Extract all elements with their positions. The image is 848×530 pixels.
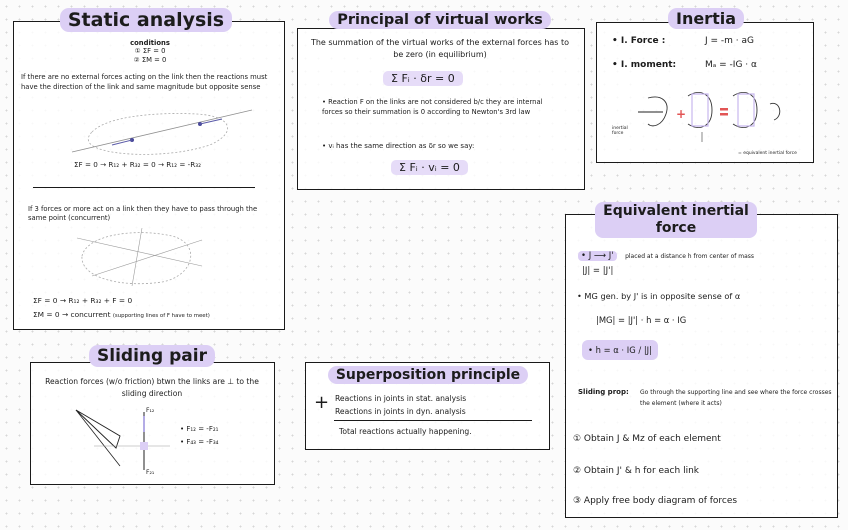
condition-sum-forces: ① ΣF = 0 bbox=[134, 47, 166, 55]
inertia-force-label: • I. Force : bbox=[612, 36, 666, 46]
static-divider bbox=[33, 187, 255, 188]
virtual-works-equation: Σ Fᵢ · δr = 0 bbox=[383, 71, 463, 86]
static-analysis-title: Static analysis bbox=[46, 11, 246, 30]
sliding-pair-title: Sliding pair bbox=[72, 348, 232, 365]
inertia-diagram-right-label: = equivalent inertial force bbox=[738, 151, 797, 156]
static-equation-sum-forces: ΣF = 0 → R₁₂ + R₃₂ + F = 0 bbox=[33, 296, 133, 305]
equivalent-magnitude-equality: |J| = |J'| bbox=[582, 266, 614, 276]
superposition-plus: + bbox=[314, 392, 330, 413]
sliding-prop-label: Sliding prop: bbox=[578, 388, 629, 396]
superposition-title: Superposition principle bbox=[308, 368, 548, 382]
equivalent-inertial-title bbox=[578, 202, 774, 238]
static-title-rule bbox=[13, 21, 43, 22]
inertia-moment-equation: Mₐ = -IG · α bbox=[705, 60, 757, 70]
sliding-equation-1: • F₁₂ = -F₂₁ bbox=[180, 425, 219, 433]
sliding-pair-description: Reaction forces (w/o friction) btwn the links are ⊥ to the sliding direction bbox=[45, 377, 259, 398]
equivalent-step-3: ③ Apply free body diagram of forces bbox=[573, 496, 738, 506]
virtual-works-bullet-velocity: • vᵢ has the same direction as δr so we say: bbox=[322, 142, 475, 150]
inertia-title: Inertia bbox=[656, 11, 756, 27]
equivalent-step-1: ① Obtain J & Mᴢ of each element bbox=[573, 434, 721, 444]
sliding-equation-2: • F₄₃ = -F₃₄ bbox=[180, 438, 219, 446]
superposition-total: Total reactions actually happening. bbox=[339, 427, 472, 436]
static-concurrent-note: (supporting lines of F have to meet) bbox=[112, 313, 210, 319]
two-force-link-sketch bbox=[62, 104, 262, 162]
sliding-prop-text: Go through the supporting line and see where the force crosses the element (where it acts) bbox=[640, 389, 832, 407]
three-force-link-sketch bbox=[62, 226, 212, 288]
virtual-works-intro: The summation of the virtual works of the external forces has to be zero (in equilibrium) bbox=[310, 38, 570, 59]
static-paragraph-no-external-forces: If there are no external forces acting on the link then the reactions must have the direction of the link and same magnitude but opposite sense bbox=[21, 73, 268, 91]
inertia-moment-label: • I. moment: bbox=[612, 60, 677, 70]
equivalent-transfer-arrow: • J ⟶ J' bbox=[578, 251, 617, 261]
equivalent-moment-equation: |MG| = |J'| · h = α · IG bbox=[596, 315, 687, 325]
condition-sum-moments: ② ΣM = 0 bbox=[133, 56, 167, 64]
superposition-dynamic-reactions: Reactions in joints in dyn. analysis bbox=[335, 407, 466, 416]
static-equation-sum-moments bbox=[33, 310, 210, 321]
svg-text:+: + bbox=[676, 107, 687, 121]
inertia-diagram-left-label: inertial force bbox=[612, 126, 628, 136]
virtual-works-velocity-equation: Σ Fᵢ · vᵢ = 0 bbox=[391, 160, 468, 175]
static-paragraph-three-forces: If 3 forces or more act on a link then they have to pass through the same point (concurrent) bbox=[28, 205, 258, 222]
equivalent-bullet-moment-sense: • MG gen. by J' is in opposite sense of α bbox=[577, 291, 741, 301]
equivalent-transfer-note: placed at a distance h from center of mass bbox=[625, 253, 755, 260]
equivalent-step-2: ② Obtain J' & h for each link bbox=[573, 466, 699, 476]
sliding-force-top-label: F₁₂ bbox=[146, 407, 155, 414]
virtual-works-title: Principal of virtual works bbox=[322, 13, 558, 28]
inertia-equivalence-diagram bbox=[608, 86, 808, 146]
sliding-pair-sketch bbox=[74, 406, 174, 472]
equivalent-title-highlight bbox=[595, 202, 757, 238]
equivalent-distance-equation: • h = α · IG / |J| bbox=[582, 340, 658, 360]
sliding-force-bottom-label: F₂₁ bbox=[146, 469, 155, 476]
equivalent-bullet-transfer bbox=[578, 251, 754, 262]
inertia-force-equation: J = -m · aG bbox=[705, 36, 755, 46]
equivalent-title-line2: force bbox=[655, 220, 697, 236]
equivalent-title-line1: Equivalent inertial bbox=[603, 203, 749, 219]
virtual-works-bullet-internal-forces: • Reaction F on the links are not considered b/c they are internal forces so their summation is 0 according to Newton's 3rd law bbox=[322, 98, 543, 116]
static-equation-two-force: ΣF = 0 → R₁₂ + R₃₂ = 0 → R₁₂ = -R₃₂ bbox=[74, 160, 201, 169]
superposition-sum-line bbox=[334, 420, 532, 421]
static-concurrent-label: ΣM = 0 → concurrent bbox=[33, 310, 111, 319]
conditions-label: conditions bbox=[130, 39, 170, 47]
superposition-static-reactions: Reactions in joints in stat. analysis bbox=[335, 394, 467, 403]
